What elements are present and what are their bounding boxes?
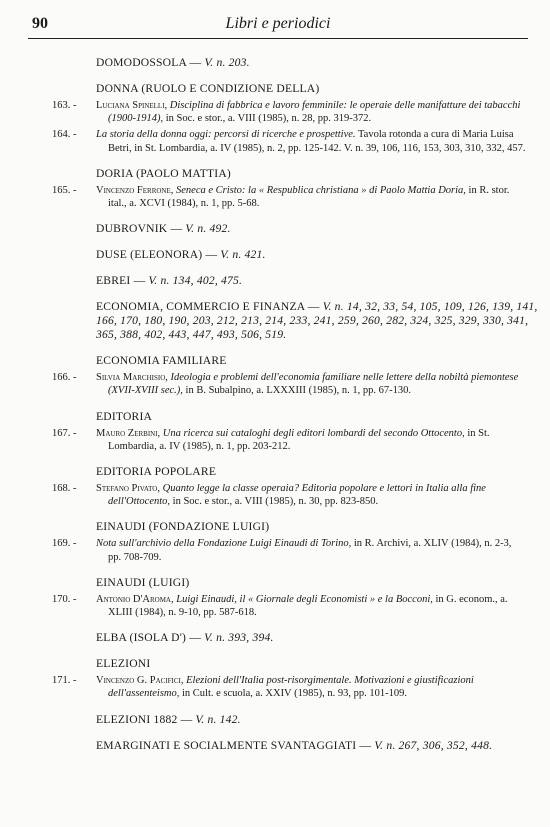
cross-reference: V. n. 14, 32, 33, 54, 105, 109, 126, 139, 141, 166, 170, 180, 190, 203, 212, 213, 214, 233, 241, 259, 260, 282, 324, 325, 329, 330, 341, 365, 388, 402, 443, 447, 493, 506, 519. [96, 300, 538, 342]
bibliography-entry [0, 593, 550, 619]
bibliography-list [0, 44, 550, 753]
cross-reference: V. n. 203. [204, 56, 250, 69]
entry-citation [96, 371, 526, 397]
bibliography-entry [0, 427, 550, 453]
entry-number: 166. - [52, 372, 77, 384]
bibliography-entry [0, 128, 550, 154]
subject-heading-text: EMARGINATI E SOCIALMENTE SVANTAGGIATI — [96, 738, 372, 752]
subject-heading [96, 631, 550, 645]
entry-citation [96, 593, 526, 619]
cross-reference: V. n. 267, 306, 352, 448. [374, 738, 493, 752]
bibliography-entry [0, 537, 550, 563]
subject-heading-text: ELEZIONI [96, 657, 151, 671]
entry-source: in R. Archivi, a. XLIV (1984), n. 2-3, pp. 708-709. [108, 538, 512, 563]
entry-source: in G. econom., a. XLIII (1984), n. 9-10, pp. 587-618. [108, 593, 508, 619]
entry-title: Una ricerca sui cataloghi degli editori lombardi del secondo Ottocento, [162, 427, 465, 439]
entry-number: 169. - [52, 538, 77, 550]
entry-author: Vincenzo Ferrone, [96, 184, 174, 196]
entry-citation [96, 537, 526, 563]
entry-title: La storia della donna oggi: percorsi di ricerche e prospettive. [96, 129, 356, 141]
entry-title: Luigi Einaudi, il « Giornale degli Economisti » e la Bocconi, [176, 593, 433, 605]
subject-heading-text: EINAUDI (LUIGI) [96, 575, 190, 589]
subject-heading [96, 56, 550, 70]
subject-heading-text: DUBROVNIK — [96, 222, 183, 236]
entry-title: Elezioni dell'Italia post-risorgimentale. Motivazioni e giustificazioni dell'assenteismo, [108, 675, 474, 700]
subject-heading [96, 520, 550, 534]
subject-heading-text: EBREI — [96, 274, 146, 288]
subject-heading [96, 248, 550, 262]
entry-title: Disciplina di fabbrica e lavoro femminile: le operaie delle manifatture dei tabacchi (1900-1914), [108, 100, 521, 125]
subject-heading-text: ECONOMIA, COMMERCIO E FINANZA — [96, 300, 320, 314]
entry-title: Ideologia e problemi dell'economia familiare nelle lettere della nobiltà piemontese (XVII-XVIII sec.), [108, 372, 519, 397]
entry-source: in Cult. e scuola, a. XXIV (1985), n. 93, pp. 101-109. [182, 688, 407, 700]
entry-author: Silvia Marchisio, [96, 372, 168, 384]
subject-heading [96, 576, 550, 590]
entry-title: Nota sull'archivio della Fondazione Luigi Einaudi di Torino, [96, 538, 352, 550]
bibliography-entry [0, 371, 550, 397]
entry-author: Mauro Zerbini, [96, 427, 161, 439]
subject-heading-text: EDITORIA [96, 409, 153, 423]
subject-heading-text: EINAUDI (FONDAZIONE LUIGI) [96, 520, 270, 534]
entry-number: 164. - [52, 129, 77, 141]
subject-heading [96, 222, 550, 236]
bibliography-entry [0, 674, 550, 700]
subject-heading [96, 739, 550, 753]
bibliography-entry [0, 482, 550, 508]
entry-author: Antonio D'Aroma, [96, 593, 174, 605]
subject-heading-text: DUSE (ELEONORA) — [96, 248, 218, 262]
cross-reference: V. n. 142. [195, 712, 241, 726]
subject-heading-text: ECONOMIA FAMILIARE [96, 354, 227, 368]
entry-source: in B. Subalpino, a. LXXXIII (1985), n. 1, pp. 67-130. [185, 385, 411, 397]
entry-author: Vincenzo G. Pacifici, [96, 675, 184, 687]
page-header [28, 14, 528, 39]
entry-source: in R. stor. ital., a. XCVI (1984), n. 1, pp. 5-68. [108, 184, 510, 210]
entry-number: 167. - [52, 427, 77, 439]
entry-citation [96, 674, 526, 700]
entry-number: 165. - [52, 184, 77, 196]
entry-number: 170. - [52, 593, 77, 605]
entry-author: Luciana Spinelli, [96, 100, 168, 111]
entry-number: 163. - [52, 100, 77, 111]
entry-source: in Soc. e stor., a. VIII (1985), n. 28, pp. 319-372. [165, 113, 372, 125]
entry-source: Tavola rotonda a cura di Maria Luisa Betri, in St. Lombardia, a. IV (1985), n. 2, pp. 125-142. V. n. 39, 106, 116, 153, 303, 310, 332, 457. [108, 129, 526, 154]
cross-reference: V. n. 393, 394. [204, 631, 274, 645]
subject-heading [96, 465, 550, 479]
subject-heading [96, 657, 550, 671]
cross-reference: V. n. 134, 402, 475. [148, 274, 243, 288]
subject-heading [96, 167, 550, 181]
subject-heading [96, 300, 550, 342]
subject-heading [96, 274, 550, 288]
entry-number: 171. - [52, 675, 77, 687]
subject-heading [96, 354, 550, 368]
subject-heading [96, 82, 550, 96]
entry-citation [96, 99, 526, 125]
subject-heading-text: ELEZIONI 1882 — [96, 712, 193, 726]
entry-title: Seneca e Cristo: la « Respublica christiana » di Paolo Mattia Doria, [176, 184, 466, 196]
subject-heading [96, 410, 550, 424]
entry-citation [96, 482, 526, 508]
bibliography-entry [0, 99, 550, 125]
cross-reference: V. n. 492. [185, 222, 231, 236]
entry-source: in Soc. e stor., a. VIII (1985), n. 30, pp. 823-850. [172, 496, 379, 508]
entry-author: Stefano Pivato, [96, 483, 160, 495]
entry-number: 168. - [52, 483, 77, 495]
entry-title: Quanto legge la classe operaia? Editoria popolare e lettori in Italia alla fine dell'Ottocento, [108, 483, 486, 508]
subject-heading-text: DORIA (PAOLO MATTIA) [96, 166, 231, 180]
entry-citation [96, 128, 526, 154]
subject-heading-text: DONNA (RUOLO E CONDIZIONE DELLA) [96, 82, 320, 95]
entry-citation [96, 427, 526, 453]
subject-heading [96, 713, 550, 727]
entry-source: in St. Lombardia, a. IV (1985), n. 1, pp. 203-212. [108, 427, 490, 452]
subject-heading-text: DOMODOSSOLA — [96, 56, 202, 69]
subject-heading-text: ELBA (ISOLA D') — [96, 631, 201, 645]
cross-reference: V. n. 421. [220, 248, 266, 262]
running-title: Libri e periodici [225, 15, 331, 32]
bibliography-entry [0, 184, 550, 210]
subject-heading-text: EDITORIA POPOLARE [96, 465, 217, 479]
entry-citation [96, 184, 526, 210]
page-number: 90 [32, 15, 48, 32]
